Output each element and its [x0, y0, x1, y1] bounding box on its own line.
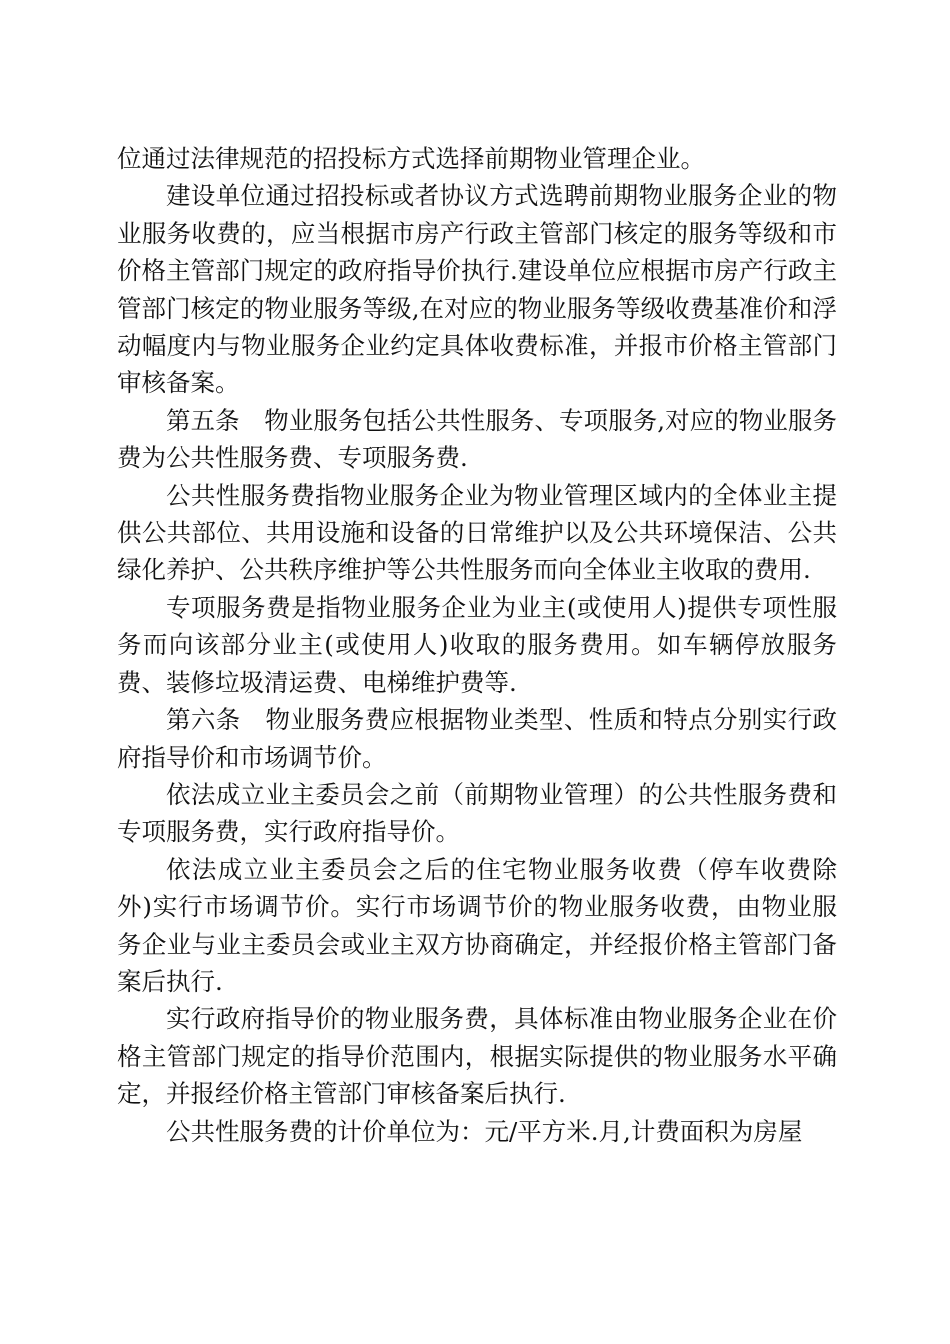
paragraph: 依法成立业主委员会之后的住宅物业服务收费（停车收费除外)实行市场调节价。实行市场调节价的物业服务收费，由物业服务企业与业主委员会或业主双方协商确定，并经报价格主管部门备案后执行. — [117, 854, 837, 996]
paragraph: 公共性服务费的计价单位为：元/平方米.月,计费面积为房屋 — [166, 1116, 803, 1146]
paragraph: 依法成立业主委员会之前（前期物业管理）的公共性服务费和专项服务费，实行政府指导价。 — [117, 779, 837, 847]
article-6-paragraph: 第六条 物业服务费应根据物业类型、性质和特点分别实行政府指导价和市场调节价。 — [117, 705, 837, 772]
paragraph: 实行政府指导价的物业服务费，具体标准由物业服务企业在价格主管部门规定的指导价范围内，根据实际提供的物业服务水平确定，并报经价格主管部门审核备案后执行. — [117, 1004, 837, 1109]
paragraph: 位通过法律规范的招投标方式选择前期物业管理企业。 — [117, 144, 705, 173]
article-5-paragraph: 第五条 物业服务包括公共性服务、专项服务,对应的物业服务费为公共性服务费、专项服务费. — [117, 405, 837, 473]
document-page — [117, 140, 837, 1150]
paragraph: 公共性服务费指物业服务企业为物业管理区域内的全体业主提供公共部位、共用设施和设备的日常维护以及公共环境保洁、公共绿化养护、公共秩序维护等公共性服务而向全体业主收取的费用. — [117, 480, 837, 585]
paragraph: 专项服务费是指物业服务企业为业主(或使用人)提供专项性服务而向该部分业主(或使用人)收取的服务费用。如车辆停放服务费、装修垃圾清运费、电梯维护费等. — [117, 592, 837, 697]
paragraph: 建设单位通过招投标或者协议方式选聘前期物业服务企业的物业服务收费的，应当根据市房产行政主管部门核定的服务等级和市价格主管部门规定的政府指导价执行.建设单位应根据市房产行政主管部门核定的物业服务等级,在对应的物业服务等级收费基准价和浮动幅度内与物业服务企业约定具体收费标准，并报市价格主管部门审核备案。 — [117, 181, 837, 398]
